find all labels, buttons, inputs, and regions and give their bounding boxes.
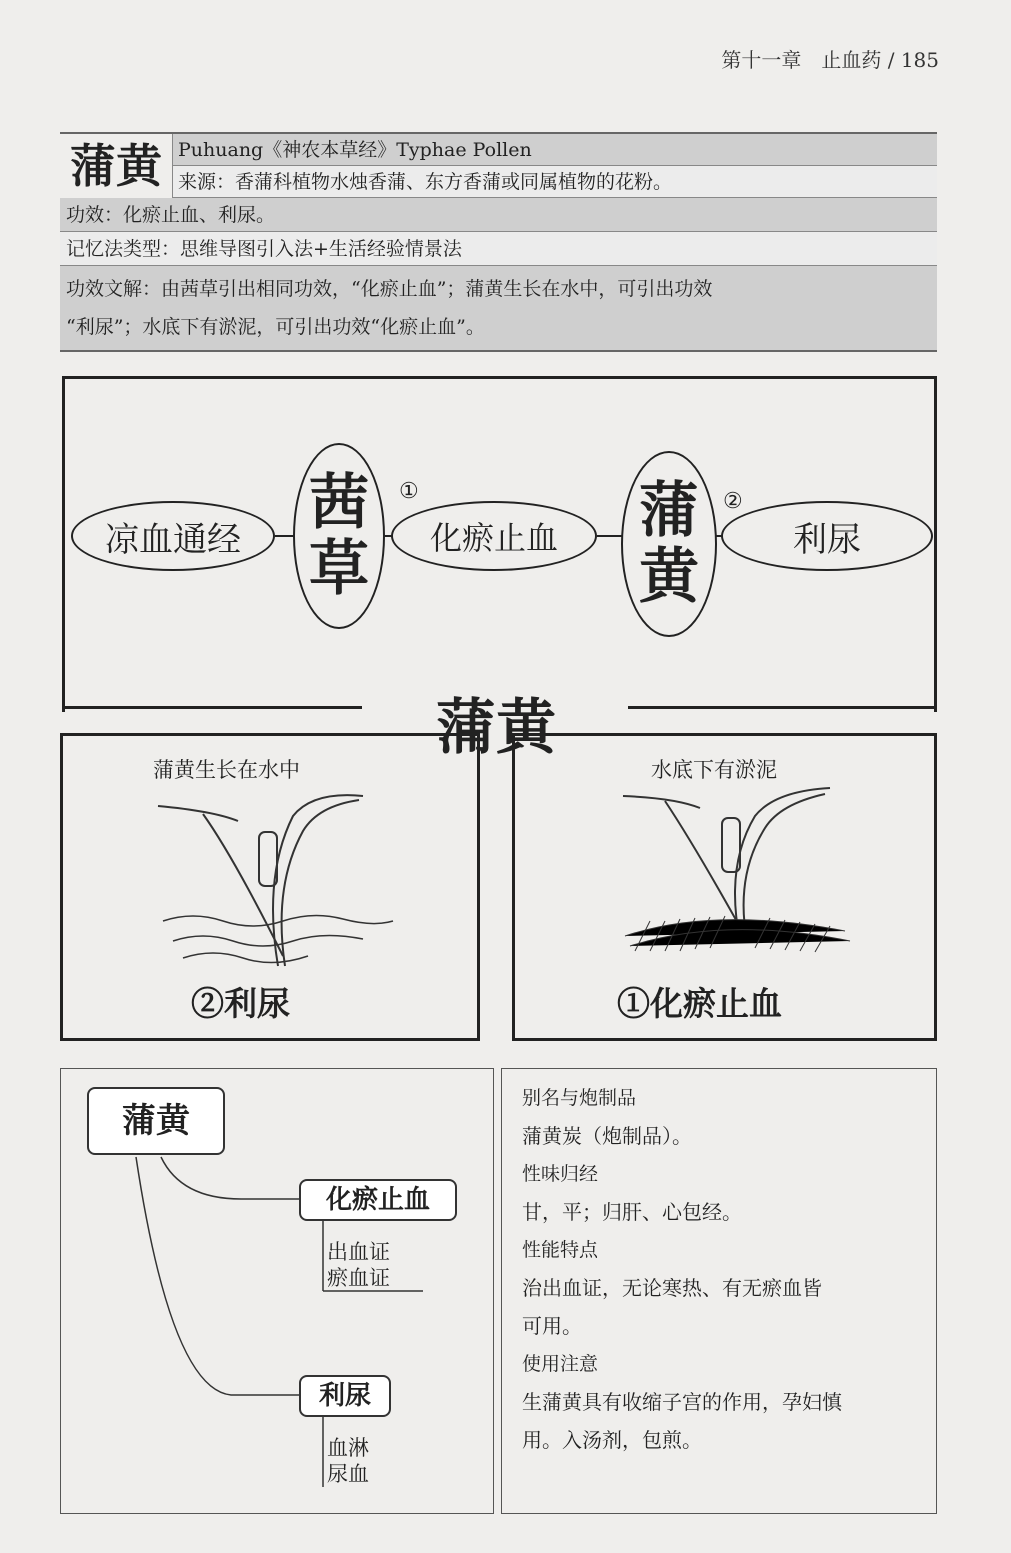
- scene-left-label: ②利尿: [191, 984, 290, 1023]
- scene-right-label: ①化瘀止血: [617, 984, 782, 1023]
- number-1: ①: [399, 479, 419, 504]
- page-header: 第十一章 止血药 / 185: [721, 48, 939, 72]
- scene-panel-left: [60, 733, 480, 1041]
- mindmap-branch-liniao: 利尿: [299, 1375, 391, 1417]
- explanation-line-1: 功效文解：由茜草引出相同功效，“化瘀止血”；蒲黄生长在水中，可引出功效: [66, 278, 713, 300]
- herb-source: 来源：香蒲科植物水烛香蒲、东方香蒲或同属植物的花粉。: [172, 166, 937, 198]
- taste-heading: 性味归经: [522, 1163, 599, 1185]
- item-xuelin: 血淋: [327, 1436, 369, 1460]
- herb-pinyin-source: Puhuang《神农本草经》Typhae Pollen: [172, 134, 937, 166]
- page-number: 185: [900, 48, 939, 72]
- herb-memory-type: 记忆法类型：思维导图引入法+生活经验情景法: [60, 232, 937, 266]
- mindmap-box: [60, 1068, 494, 1514]
- feature-heading: 性能特点: [522, 1239, 599, 1261]
- taste-text: 甘，平；归肝、心包经。: [522, 1200, 742, 1224]
- item-niaoxue: 尿血: [327, 1462, 369, 1486]
- caution-text-2: 用。入汤剂，包煎。: [522, 1428, 702, 1452]
- item-yuxue: 瘀血证: [327, 1266, 390, 1290]
- mindmap-root: 蒲黄: [87, 1087, 225, 1155]
- node-huayu-zhixue: 化瘀止血: [391, 501, 597, 571]
- alias-text: 蒲黄炭（炮制品）。: [522, 1124, 692, 1148]
- mindmap-branch-huayu: 化瘀止血: [299, 1179, 457, 1221]
- feature-text-1: 治出血证，无论寒热、有无瘀血皆: [522, 1276, 822, 1300]
- mindmap-intro-panel: [62, 376, 937, 712]
- herb-explanation: [60, 266, 937, 350]
- mindmap-branch-liniao-items: [327, 1435, 369, 1487]
- number-2: ②: [723, 489, 743, 514]
- item-chuxue: 出血证: [327, 1240, 390, 1264]
- scene-right-caption: 水底下有淤泥: [651, 758, 777, 782]
- herb-name: 蒲黄: [60, 134, 173, 198]
- herb-info-table: [60, 132, 937, 352]
- node-qiancao: 茜草: [293, 443, 385, 629]
- explanation-line-2: “利尿”；水底下有淤泥，可引出功效“化瘀止血”。: [66, 316, 485, 338]
- chapter-title: 第十一章 止血药: [721, 48, 882, 72]
- scene-panel-right: [512, 733, 937, 1041]
- node-cool-blood: 凉血通经: [71, 501, 275, 571]
- mindmap-branch-huayu-items: [327, 1239, 390, 1291]
- herb-efficacy: 功效：化瘀止血、利尿。: [60, 198, 937, 232]
- node-liniao: 利尿: [721, 501, 933, 571]
- alias-heading: 别名与炮制品: [522, 1087, 637, 1109]
- properties-box: [501, 1068, 937, 1514]
- feature-text-2: 可用。: [522, 1314, 582, 1338]
- title-rule-right: [628, 706, 937, 709]
- scene-left-caption: 蒲黄生长在水中: [153, 758, 300, 782]
- caution-heading: 使用注意: [522, 1353, 599, 1375]
- caution-text-1: 生蒲黄具有收缩子宫的作用，孕妇慎: [522, 1390, 842, 1414]
- center-title: 蒲黄: [436, 693, 556, 763]
- title-rule-left: [62, 706, 362, 709]
- node-puhuang: 蒲黄: [621, 451, 717, 637]
